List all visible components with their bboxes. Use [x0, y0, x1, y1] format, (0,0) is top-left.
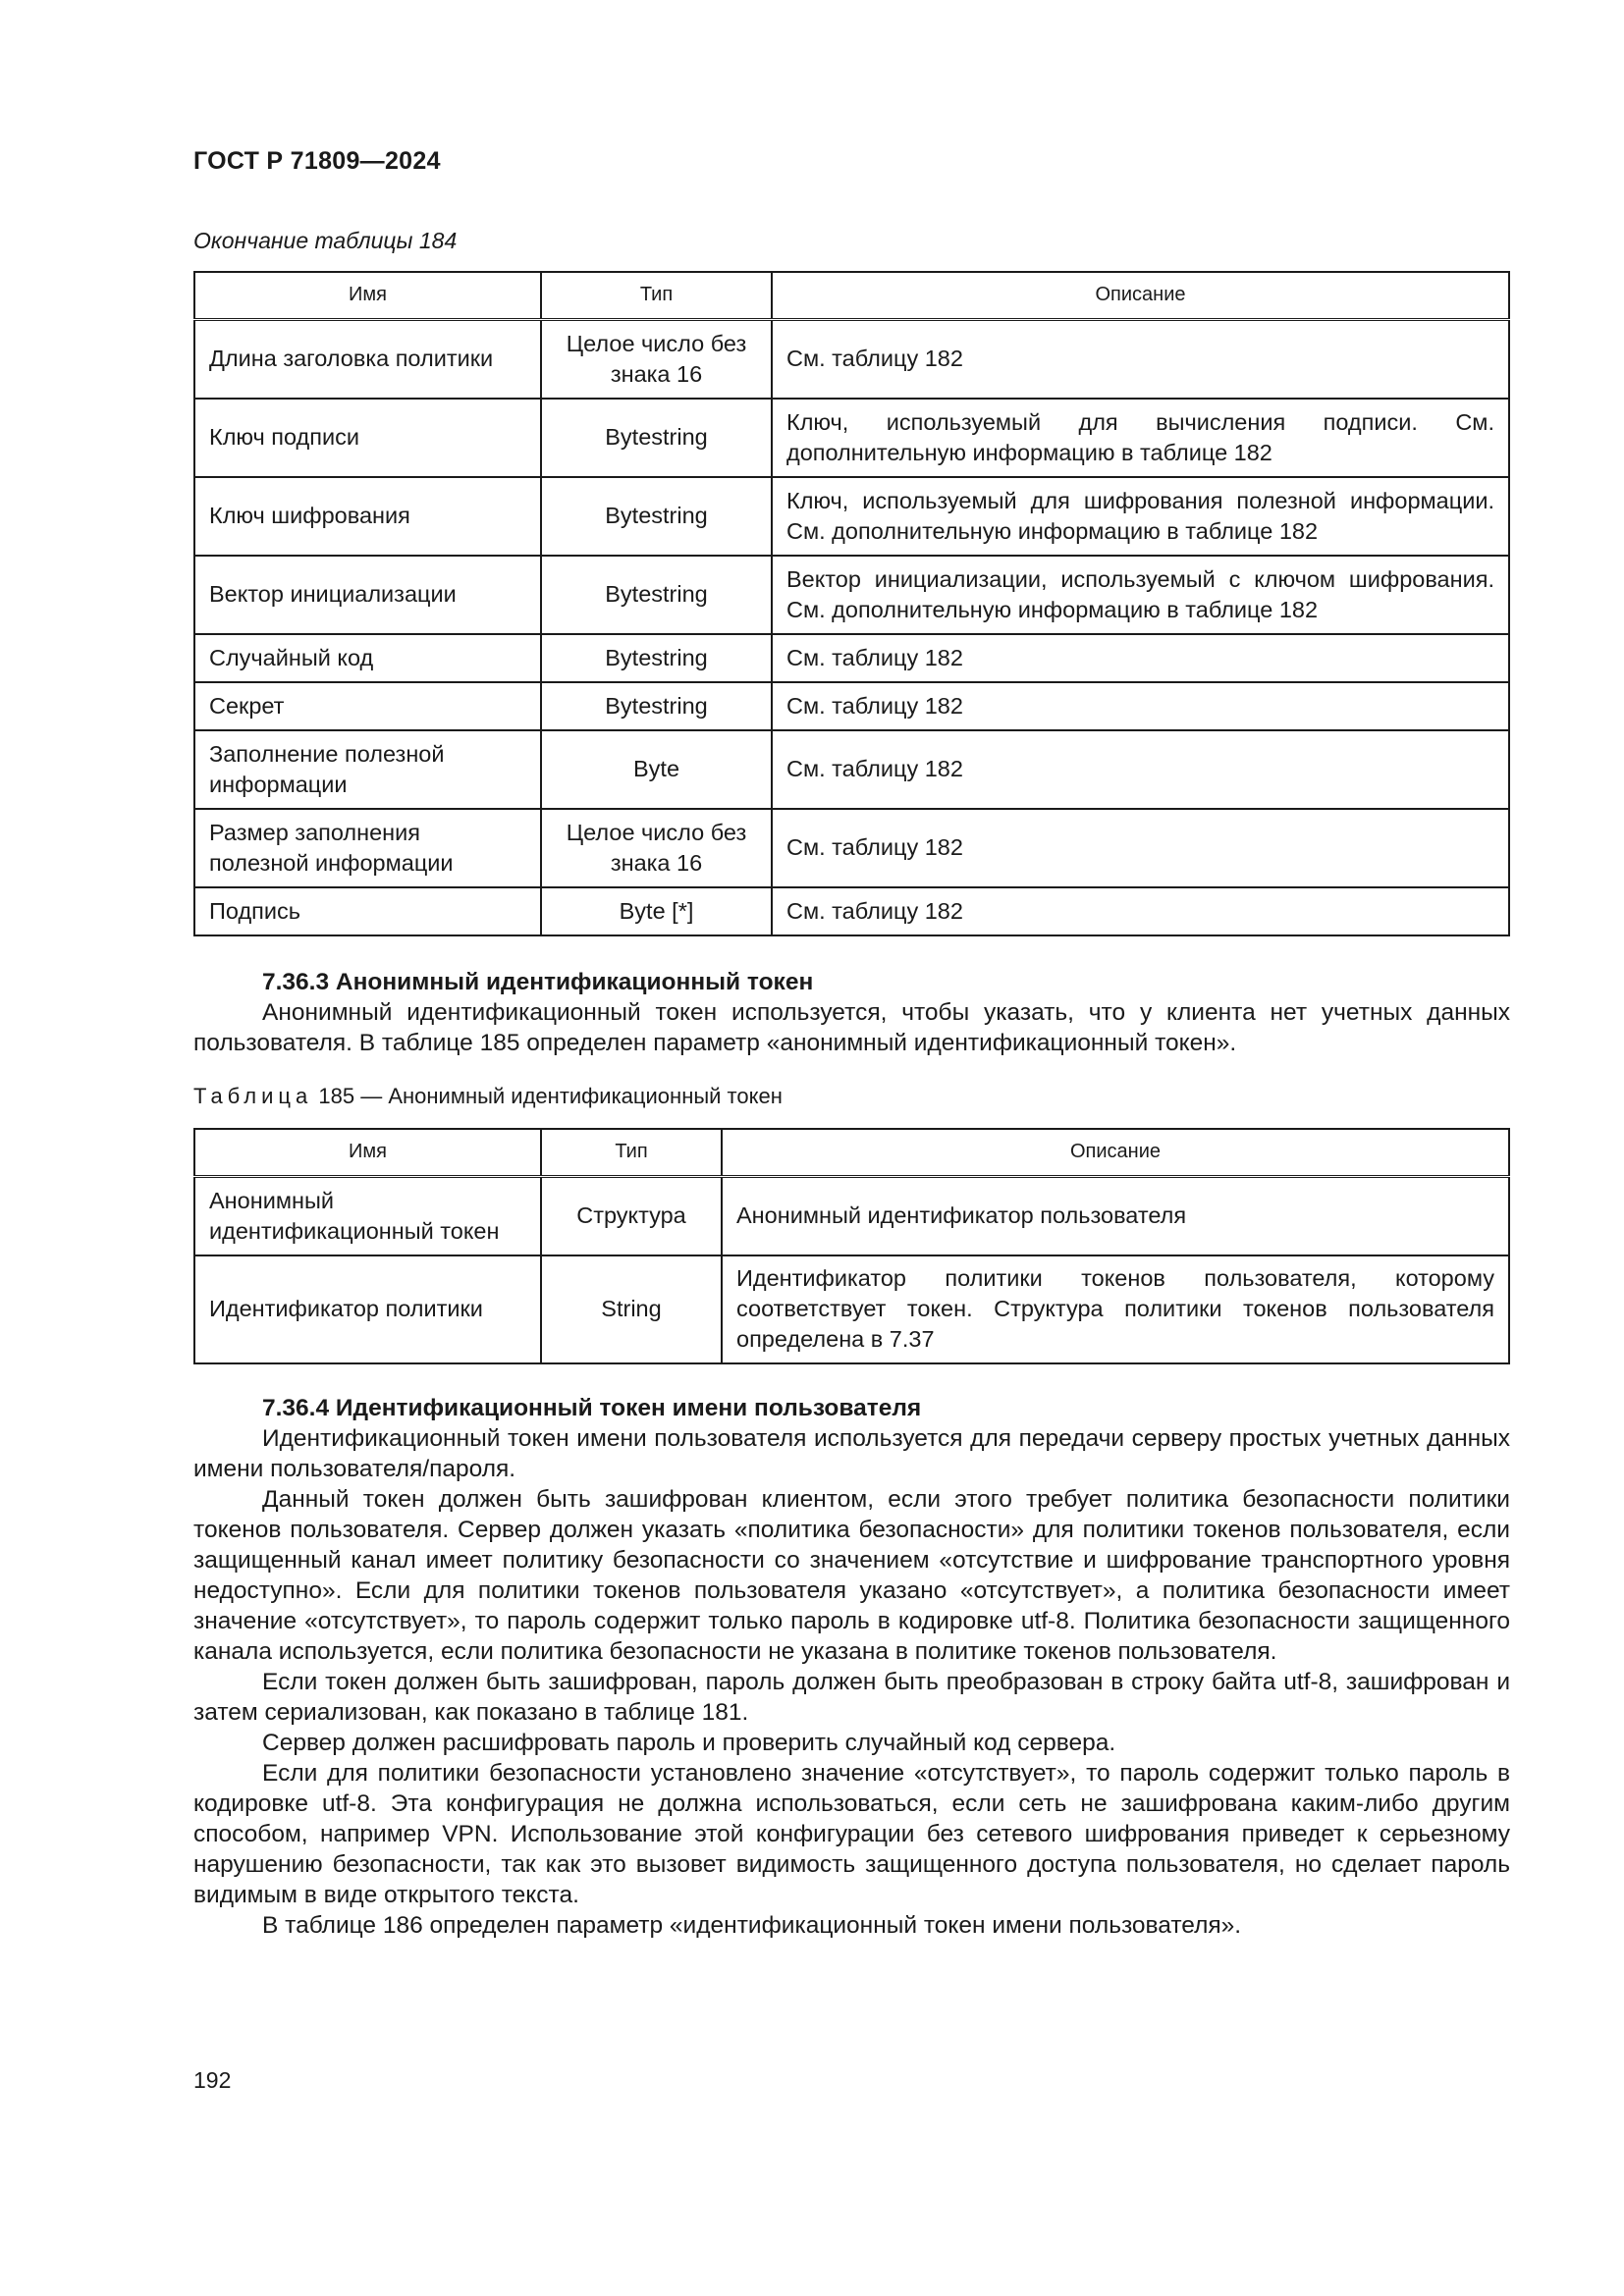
table-row — [194, 887, 1509, 935]
cell-name: Размер заполнения полезной информации — [194, 809, 541, 887]
cell-description: См. таблицу 182 — [772, 730, 1509, 809]
paragraph: Идентификационный токен имени пользователя используется для передачи серверу простых учетных данных имени пользователя/пароля. — [193, 1425, 1510, 1482]
cell-description: Ключ, используемый для вычисления подписи. См. дополнительную информацию в таблице 182 — [772, 399, 1509, 477]
cell-type: Bytestring — [541, 634, 772, 682]
column-header: Описание — [722, 1129, 1509, 1177]
cell-name: Ключ подписи — [194, 399, 541, 477]
cell-description: См. таблицу 182 — [772, 682, 1509, 730]
cell-type: Bytestring — [541, 682, 772, 730]
cell-description: Идентификатор политики токенов пользователя, которому соответствует токен. Структура политики токенов пользователя определена в 7.37 — [722, 1255, 1509, 1363]
table-row — [194, 556, 1509, 634]
table-row — [194, 809, 1509, 887]
cell-description: Вектор инициализации, используемый с ключом шифрования. См. дополнительную информацию в таблице 182 — [772, 556, 1509, 634]
table-row — [194, 399, 1509, 477]
column-header: Описание — [772, 272, 1509, 320]
column-header: Имя — [194, 1129, 541, 1177]
cell-name: Заполнение полезной информации — [194, 730, 541, 809]
section-title: 7.36.3 Анонимный идентификационный токен — [262, 969, 814, 995]
table-row — [194, 1255, 1509, 1363]
cell-description: Ключ, используемый для шифрования полезной информации. См. дополнительную информацию в таблице 182 — [772, 477, 1509, 556]
cell-name: Ключ шифрования — [194, 477, 541, 556]
cell-name: Случайный код — [194, 634, 541, 682]
table-row — [194, 634, 1509, 682]
paragraph: Если для политики безопасности установлено значение «отсутствует», то пароль содержит только пароль в кодировке utf-8. Эта конфигурация не должна использоваться, если сеть не зашифрована каким-либо другим способом, например VPN. Использование этой конфигурации без сетевого шифрования приведет к серьезному нарушению безопасности, так как это вызовет видимость защищенного доступа пользователя, но сделает пароль видимым в виде открытого текста. — [193, 1760, 1510, 1908]
section-7-36-3 — [193, 967, 1510, 1058]
section-title: 7.36.4 Идентификационный токен имени пользователя — [262, 1395, 922, 1421]
cell-description: См. таблицу 182 — [772, 634, 1509, 682]
cell-type: Byte [*] — [541, 887, 772, 935]
column-header: Тип — [541, 1129, 722, 1177]
table-row — [194, 1177, 1509, 1255]
cell-type: Bytestring — [541, 399, 772, 477]
cell-type: Bytestring — [541, 556, 772, 634]
cell-name: Секрет — [194, 682, 541, 730]
table-184 — [193, 271, 1510, 936]
column-header: Имя — [194, 272, 541, 320]
cell-description: См. таблицу 182 — [772, 887, 1509, 935]
page-number: 192 — [193, 2067, 232, 2093]
table-row — [194, 682, 1509, 730]
table-caption-text: 185 — Анонимный идентификационный токен — [318, 1084, 783, 1108]
cell-name: Длина заголовка политики — [194, 320, 541, 399]
cell-name: Идентификатор политики — [194, 1255, 541, 1363]
cell-name: Вектор инициализации — [194, 556, 541, 634]
cell-description: См. таблицу 182 — [772, 320, 1509, 399]
cell-type: Целое число без знака 16 — [541, 320, 772, 399]
paragraph: Если токен должен быть зашифрован, пароль должен быть преобразован в строку байта utf-8, зашифрован и затем сериализован, как показано в таблице 181. — [193, 1669, 1510, 1726]
cell-description: Анонимный идентификатор пользователя — [722, 1177, 1509, 1255]
table-row — [194, 730, 1509, 809]
cell-description: См. таблицу 182 — [772, 809, 1509, 887]
section-7-36-4 — [193, 1393, 1510, 1941]
paragraph: Данный токен должен быть зашифрован клиентом, если этого требует политика безопасности политики токенов пользователя. Сервер должен указать «политика безопасности» для политики токенов пользователя, если защищенный канал имеет политику безопасности со значением «отсутствие и шифрование транспортного уровня недоступно». Если для политики токенов пользователя указано «отсутствует», а политика безопасности имеет значение «отсутствует», то пароль содержит только пароль в кодировке utf-8. Политика безопасности защищенного канала используется, если политика безопасности не указана в политике токенов пользователя. — [193, 1486, 1510, 1665]
table-185 — [193, 1128, 1510, 1364]
cell-name: Анонимный идентификационный токен — [194, 1177, 541, 1255]
column-header: Тип — [541, 272, 772, 320]
cell-type: Структура — [541, 1177, 722, 1255]
document-id: ГОСТ Р 71809—2024 — [193, 147, 441, 175]
paragraph: В таблице 186 определен параметр «идентификационный токен имени пользователя». — [262, 1912, 1242, 1939]
table-184-caption: Окончание таблицы 184 — [193, 228, 458, 253]
table-caption-label: Таблица — [193, 1084, 313, 1108]
paragraph: Анонимный идентификационный токен используется, чтобы указать, что у клиента нет учетных данных пользователя. В таблице 185 определен параметр «анонимный идентификационный токен». — [193, 999, 1510, 1056]
table-185-caption — [193, 1084, 783, 1109]
paragraph: Сервер должен расшифровать пароль и проверить случайный код сервера. — [262, 1730, 1116, 1756]
cell-type: Byte — [541, 730, 772, 809]
table-row — [194, 320, 1509, 399]
table-row — [194, 477, 1509, 556]
cell-name: Подпись — [194, 887, 541, 935]
cell-type: String — [541, 1255, 722, 1363]
cell-type: Bytestring — [541, 477, 772, 556]
cell-type: Целое число без знака 16 — [541, 809, 772, 887]
